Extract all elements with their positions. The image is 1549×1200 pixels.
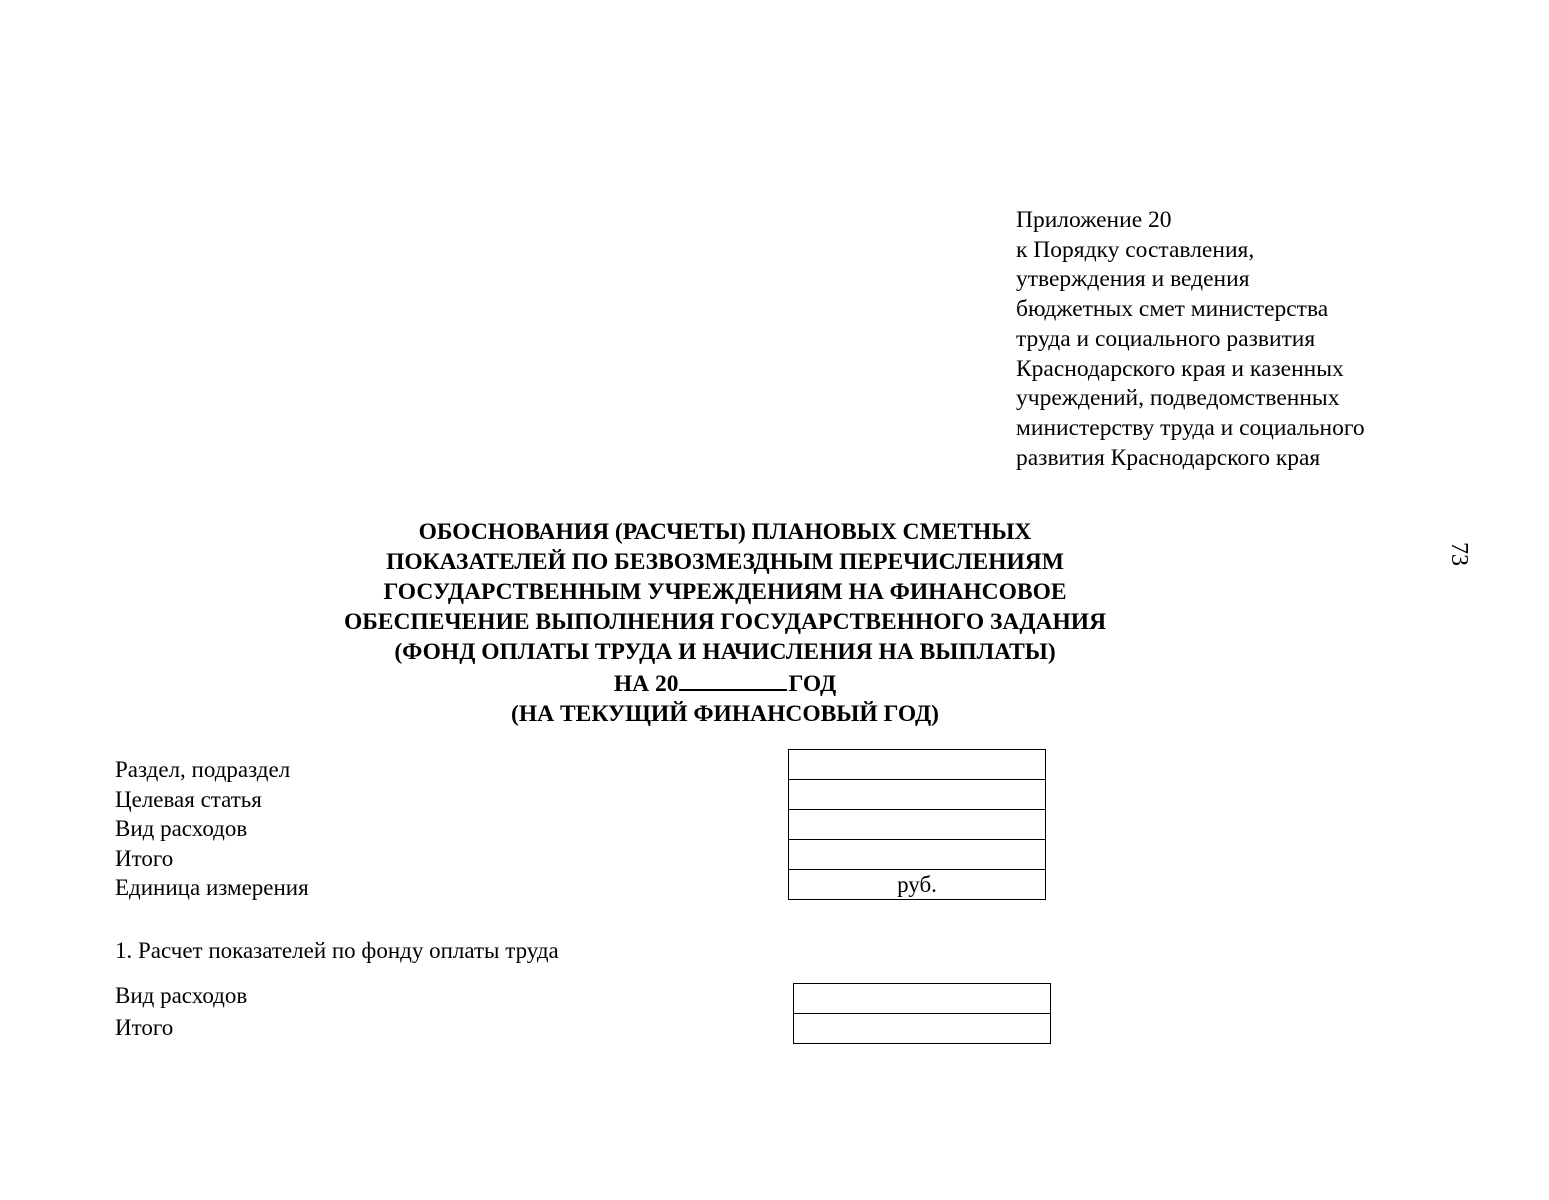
appendix-line: труда и социального развития: [1016, 325, 1316, 352]
label-expense-type: Вид расходов: [115, 983, 248, 1008]
year-suffix: ГОД: [788, 671, 837, 697]
label-section: Раздел, подраздел: [115, 757, 291, 782]
appendix-line: Приложение 20: [1016, 207, 1172, 233]
label-total: Итого: [115, 1015, 174, 1040]
table-row: [789, 810, 1046, 840]
appendix-line: к Порядку составления,: [1016, 236, 1255, 263]
table-row: [789, 780, 1046, 810]
appendix-line: утверждения и ведения: [1016, 266, 1250, 293]
appendix-line: развития Краснодарского края: [1016, 444, 1321, 471]
label-total: Итого: [115, 845, 174, 871]
expense-type-code-cell[interactable]: [789, 810, 1046, 840]
target-article-code-cell[interactable]: [789, 780, 1046, 810]
section-1-code-table: [793, 983, 1051, 1044]
label-expense-type: Вид расходов: [115, 816, 248, 841]
table-row: [794, 1014, 1051, 1044]
appendix-line: Краснодарского края и казенных: [1016, 355, 1344, 382]
appendix-line: бюджетных смет министерства: [1016, 296, 1329, 323]
section-code-cell[interactable]: [789, 750, 1046, 780]
title-line: ГОСУДАРСТВЕННЫМ УЧРЕЖДЕНИЯМ НА ФИНАНСОВОЕ: [383, 579, 1067, 605]
appendix-line: учреждений, подведомственных: [1016, 385, 1340, 412]
title-line: ОБЕСПЕЧЕНИЕ ВЫПОЛНЕНИЯ ГОСУДАРСТВЕННОГО ЗАДАНИЯ: [343, 609, 1107, 635]
expense-type-code-cell[interactable]: [794, 984, 1051, 1014]
title-line: ОБОСНОВАНИЯ (РАСЧЕТЫ) ПЛАНОВЫХ СМЕТНЫХ: [418, 519, 1032, 545]
appendix-reference: [1016, 206, 1446, 473]
title-period-line: (НА ТЕКУЩИЙ ФИНАНСОВЫЙ ГОД): [511, 701, 939, 727]
title-line: (ФОНД ОПЛАТЫ ТРУДА И НАЧИСЛЕНИЯ НА ВЫПЛАТЫ): [394, 639, 1056, 665]
table-row: [789, 750, 1046, 780]
table-row: [794, 984, 1051, 1014]
label-unit: Единица измерения: [115, 875, 309, 900]
section-1-labels: [115, 980, 247, 1044]
document-title: [230, 517, 1220, 729]
total-cell[interactable]: [794, 1014, 1051, 1044]
label-target-article: Целевая статья: [115, 786, 262, 812]
table-row: [789, 840, 1046, 870]
title-line: ПОКАЗАТЕЛЕЙ ПО БЕЗВОЗМЕЗДНЫМ ПЕРЕЧИСЛЕНИЯМ: [386, 549, 1064, 575]
year-blank-field[interactable]: [679, 667, 787, 691]
section-1-heading: 1. Расчет показателей по фонду оплаты труда: [115, 938, 559, 963]
page-number: 73: [1446, 542, 1472, 566]
appendix-line: министерству труда и социального: [1016, 414, 1365, 441]
table-row: [789, 870, 1046, 900]
classification-code-table: [788, 749, 1046, 900]
unit-cell: руб.: [789, 870, 1046, 900]
year-prefix: НА 20: [613, 671, 679, 697]
classification-labels: [115, 755, 309, 903]
total-cell[interactable]: [789, 840, 1046, 870]
title-year-line: [230, 667, 1220, 699]
